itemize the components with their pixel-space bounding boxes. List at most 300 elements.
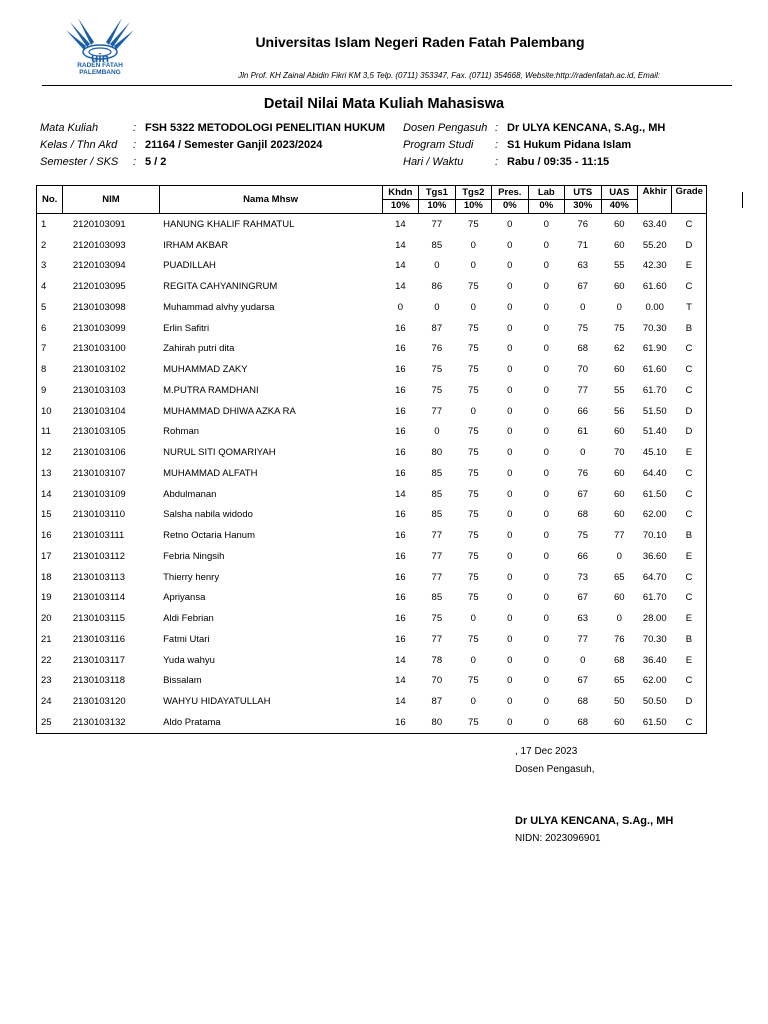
table-row	[37, 588, 707, 609]
cell-no: 18	[37, 567, 63, 588]
cell-nim: 2120103093	[72, 239, 126, 251]
cell-pres: 0	[507, 467, 513, 479]
dosen-label: Dosen Pengasuh	[403, 122, 488, 134]
cell-grade: D	[672, 235, 707, 256]
cell-uas: 56	[613, 405, 625, 417]
cell-akhir: 28.00	[642, 613, 667, 625]
cell-nim: 2130103132	[63, 712, 159, 733]
table-row	[37, 505, 707, 526]
table-row	[37, 525, 707, 546]
cell-uas: 60	[613, 509, 625, 521]
cell-akhir: 63.40	[642, 218, 667, 230]
cell-tgs2: 0	[470, 654, 476, 666]
cell-tgs2: 75	[468, 550, 479, 562]
table-row	[37, 380, 707, 401]
cell-no: 7	[37, 339, 63, 360]
cell-akhir: 61.50	[638, 712, 672, 733]
table-row	[37, 629, 707, 650]
cell-uts: 77	[577, 633, 589, 645]
cell-akhir: 61.50	[642, 488, 667, 500]
cell-grade: E	[672, 546, 707, 567]
cell-khdn: 14	[395, 239, 406, 251]
cell-tgs1: 85	[431, 488, 443, 500]
cell-uts: 66	[577, 405, 589, 417]
cell-khdn: 16	[395, 633, 406, 645]
grades-table-header	[37, 186, 707, 214]
cell-lab: 0	[543, 654, 549, 666]
table-row	[37, 297, 707, 318]
cell-name: Febria Ningsih	[163, 550, 225, 562]
cell-lab: 0	[543, 509, 549, 521]
table-row	[37, 401, 707, 422]
cell-uas: 0	[616, 613, 622, 625]
cell-akhir: 62.00	[642, 675, 667, 687]
cell-no: 12	[37, 442, 63, 463]
cell-name: PUADILLAH	[163, 260, 216, 272]
cell-uas: 0	[616, 550, 622, 562]
cell-pres: 0	[507, 592, 513, 604]
cell-grade: B	[672, 525, 707, 546]
cell-lab: 0	[543, 281, 549, 293]
cell-lab: 0	[543, 301, 549, 313]
university-name: Universitas Islam Negeri Raden Fatah Palembang	[255, 34, 585, 50]
cell-name: Bissalam	[163, 675, 202, 687]
cell-uas: 0	[616, 301, 622, 313]
cell-akhir: 51.40	[642, 426, 667, 438]
cell-pres: 0	[507, 239, 513, 251]
cell-tgs1: 85	[431, 509, 443, 521]
table-row	[37, 318, 707, 339]
cell-name: Abdulmanan	[163, 488, 217, 500]
cell-uts: 76	[577, 218, 589, 230]
cell-uas: 77	[613, 530, 625, 542]
cell-tgs1: 85	[431, 239, 443, 251]
cell-no: 23	[37, 671, 63, 692]
cell-akhir: 55.20	[642, 239, 667, 251]
cell-akhir: 61.90	[642, 343, 667, 355]
cell-tgs2: 75	[468, 218, 479, 230]
cell-pres: 0	[507, 550, 513, 562]
cell-no: 24	[37, 691, 63, 712]
cell-khdn: 16	[395, 592, 406, 604]
signature-role: Dosen Pengasuh,	[515, 764, 595, 775]
cell-pres: 0	[507, 488, 513, 500]
cell-lab: 0	[543, 488, 549, 500]
cell-grade: C	[672, 339, 707, 360]
cell-name: Thierry henry	[163, 571, 220, 583]
cell-tgs2: 0	[470, 301, 476, 313]
table-row	[37, 442, 707, 463]
cell-akhir: 70.30	[642, 633, 667, 645]
cell-uts: 75	[577, 322, 589, 334]
cell-tgs1: 77	[431, 550, 443, 562]
cell-grade: C	[672, 276, 707, 297]
semester-value: 5 / 2	[145, 156, 167, 168]
cell-tgs2: 0	[470, 696, 476, 708]
hari-label: Hari / Waktu	[403, 156, 464, 168]
cell-tgs1: 85	[431, 592, 443, 604]
cell-grade: T	[672, 297, 707, 318]
cell-akhir: 0.00	[645, 301, 664, 313]
cell-uts: 71	[577, 239, 589, 251]
cell-tgs2: 75	[468, 509, 479, 521]
university-logo	[64, 16, 136, 74]
cell-akhir: 64.40	[642, 467, 667, 479]
cell-uas: 60	[613, 364, 625, 376]
table-row	[37, 339, 707, 360]
cell-akhir: 70.30	[642, 322, 667, 334]
cell-tgs1: 75	[431, 613, 443, 625]
cell-khdn: 14	[395, 281, 406, 293]
cell-name: Aldo Pratama	[159, 712, 382, 733]
col-uas: UAS 40%	[601, 186, 637, 214]
kelas-label: Kelas / Thn Akd	[40, 139, 118, 151]
cell-tgs2: 75	[468, 281, 479, 293]
table-row	[37, 650, 707, 671]
cell-pres: 0	[507, 509, 513, 521]
signature-name: Dr ULYA KENCANA, S.Ag., MH	[515, 815, 674, 827]
table-row	[37, 671, 707, 692]
cell-akhir: 64.70	[642, 571, 667, 583]
cell-khdn: 16	[395, 405, 406, 417]
cell-akhir: 36.60	[642, 550, 667, 562]
cell-name: IRHAM AKBAR	[163, 239, 229, 251]
table-row	[37, 567, 707, 588]
cell-grade: C	[672, 567, 707, 588]
cell-khdn: 16	[395, 613, 406, 625]
cell-lab: 0	[543, 696, 549, 708]
cell-lab: 0	[543, 260, 549, 272]
cell-khdn: 16	[395, 530, 406, 542]
cell-tgs2: 75	[468, 343, 479, 355]
cell-uas: 50	[613, 696, 625, 708]
cell-name: MUHAMMAD DHIWA AZKA RA	[163, 405, 296, 417]
cell-tgs1: 0	[434, 260, 440, 272]
cell-grade: D	[672, 691, 707, 712]
cell-name: Zahirah putri dita	[163, 343, 235, 355]
cell-tgs1: 87	[431, 322, 443, 334]
header-divider	[42, 85, 732, 86]
cell-uas: 65	[613, 675, 625, 687]
cell-akhir: 42.30	[642, 260, 667, 272]
table-row	[37, 546, 707, 567]
cell-uas: 55	[613, 260, 625, 272]
cell-nim: 2130103113	[72, 571, 125, 583]
cell-akhir: 61.70	[642, 592, 667, 604]
cell-uas: 60	[613, 467, 625, 479]
cell-lab: 0	[543, 530, 549, 542]
signature-nidn: NIDN: 2023096901	[515, 833, 601, 844]
cell-nim: 2130103106	[72, 447, 126, 459]
cell-uts: 70	[577, 364, 589, 376]
cell-grade: D	[672, 422, 707, 443]
table-row	[37, 256, 707, 277]
info-dosen: Dosen Pengasuh : Dr ULYA KENCANA, S.Ag., MH	[403, 122, 666, 134]
cell-tgs2: 75	[468, 571, 479, 583]
cell-no: 4	[37, 276, 63, 297]
cell-lab: 0	[543, 322, 549, 334]
table-row	[37, 484, 707, 505]
cell-uts: 63	[577, 260, 589, 272]
col-pres: Pres. 0%	[492, 186, 528, 214]
cell-nim: 2120103091	[72, 218, 126, 230]
cell-tgs1: 0	[434, 426, 440, 438]
cell-khdn: 14	[395, 675, 406, 687]
cell-khdn: 14	[395, 260, 406, 272]
cell-lab: 0	[543, 613, 549, 625]
cell-no: 11	[37, 422, 63, 443]
cell-name: Muhammad alvhy yudarsa	[163, 301, 275, 313]
cell-tgs2: 0	[470, 260, 476, 272]
cell-no: 25	[37, 712, 63, 733]
cell-akhir: 62.00	[642, 509, 667, 521]
cell-lab: 0	[528, 712, 564, 733]
cell-uts: 0	[580, 447, 586, 459]
cell-uts: 68	[577, 509, 589, 521]
prodi-value: S1 Hukum Pidana Islam	[507, 139, 632, 151]
cell-grade: E	[672, 442, 707, 463]
cell-tgs2: 75	[468, 530, 479, 542]
grades-table-body	[37, 214, 707, 734]
cell-name: MUHAMMAD ZAKY	[163, 364, 248, 376]
cell-no: 17	[37, 546, 63, 567]
cell-uts: 61	[577, 426, 589, 438]
cell-tgs1: 87	[431, 696, 443, 708]
cell-khdn: 16	[395, 426, 406, 438]
cell-name: Fatmi Utari	[163, 633, 210, 645]
cell-grade: C	[672, 214, 707, 235]
cell-lab: 0	[543, 426, 549, 438]
cell-grade: B	[672, 629, 707, 650]
cell-name: NURUL SITI QOMARIYAH	[163, 447, 276, 459]
logo-emblem-icon	[64, 16, 136, 62]
cell-uas: 55	[613, 384, 625, 396]
cell-pres: 0	[507, 218, 513, 230]
cell-nim: 2130103103	[72, 384, 126, 396]
cell-lab: 0	[543, 467, 549, 479]
table-row	[37, 712, 707, 733]
info-kelas: Kelas / Thn Akd : 21164 / Semester Ganjil 2023/2024	[40, 139, 323, 151]
cell-grade: E	[672, 256, 707, 277]
cell-tgs2: 75	[468, 592, 479, 604]
cell-tgs1: 77	[431, 405, 443, 417]
col-lab: Lab 0%	[528, 186, 564, 214]
cell-uts: 67	[577, 488, 589, 500]
cell-nim: 2130103102	[72, 364, 126, 376]
cell-tgs2: 75	[468, 488, 479, 500]
cell-akhir: 36.40	[642, 654, 667, 666]
cell-name: Apriyansa	[163, 592, 206, 604]
cell-uts: 75	[577, 530, 589, 542]
cell-grade: C	[672, 463, 707, 484]
col-no: No.	[37, 186, 63, 214]
cell-pres: 0	[507, 447, 513, 459]
cell-name: HANUNG KHALIF RAHMATUL	[163, 218, 295, 230]
cell-nim: 2130103114	[72, 592, 125, 604]
cell-nim: 2130103099	[72, 322, 126, 334]
cell-grade: C	[672, 380, 707, 401]
cell-no: 2	[37, 235, 63, 256]
cell-pres: 0	[507, 405, 513, 417]
cell-uas: 75	[613, 322, 625, 334]
cell-nim: 2130103112	[72, 550, 125, 562]
cell-pres: 0	[492, 712, 528, 733]
cell-uas: 70	[613, 447, 625, 459]
cell-lab: 0	[543, 675, 549, 687]
prodi-label: Program Studi	[403, 139, 474, 151]
cell-nim: 2130103111	[72, 530, 125, 542]
dosen-value: Dr ULYA KENCANA, S.Ag., MH	[507, 122, 666, 134]
cell-pres: 0	[507, 530, 513, 542]
hari-value: Rabu / 09:35 - 11:15	[507, 156, 610, 168]
cell-tgs2: 75	[468, 675, 479, 687]
cell-tgs2: 0	[470, 613, 476, 625]
cell-lab: 0	[543, 239, 549, 251]
cell-akhir: 45.10	[642, 447, 667, 459]
cell-name: Yuda wahyu	[163, 654, 215, 666]
cell-grade: E	[672, 650, 707, 671]
kelas-value: 21164 / Semester Ganjil 2023/2024	[145, 139, 323, 151]
cell-no: 10	[37, 401, 63, 422]
cell-lab: 0	[543, 633, 549, 645]
cell-no: 13	[37, 463, 63, 484]
cell-no: 1	[37, 214, 63, 235]
cell-pres: 0	[507, 260, 513, 272]
cell-tgs1: 77	[431, 633, 443, 645]
cell-lab: 0	[543, 218, 549, 230]
cell-no: 6	[37, 318, 63, 339]
cell-lab: 0	[543, 550, 549, 562]
cell-uts: 67	[577, 675, 589, 687]
cell-khdn: 14	[395, 654, 406, 666]
cell-nim: 2130103098	[72, 301, 126, 313]
cell-name: Aldi Febrian	[163, 613, 214, 625]
cell-nim: 2130103120	[72, 696, 126, 708]
cell-tgs1: 86	[431, 281, 443, 293]
table-row	[37, 422, 707, 443]
cell-grade: B	[672, 318, 707, 339]
info-mata-kuliah: Mata Kuliah : FSH 5322 METODOLOGI PENELITIAN HUKUM	[40, 122, 385, 134]
cell-lab: 0	[543, 364, 549, 376]
cell-tgs2: 75	[468, 364, 479, 376]
cell-uts: 76	[577, 467, 589, 479]
cell-khdn: 16	[382, 712, 418, 733]
cell-khdn: 14	[395, 488, 406, 500]
cell-lab: 0	[543, 592, 549, 604]
cell-nim: 2130103109	[72, 488, 126, 500]
cell-pres: 0	[507, 613, 513, 625]
table-row	[37, 276, 707, 297]
cell-grade: C	[672, 712, 707, 733]
cell-lab: 0	[543, 571, 549, 583]
cell-tgs2: 0	[470, 405, 476, 417]
cell-nim: 2130103115	[72, 613, 125, 625]
cell-nim: 2130103100	[72, 343, 126, 355]
cell-pres: 0	[507, 384, 513, 396]
cell-uas: 65	[613, 571, 625, 583]
cell-khdn: 16	[395, 550, 406, 562]
cell-pres: 0	[507, 343, 513, 355]
cell-tgs1: 75	[431, 384, 443, 396]
cell-akhir: 61.60	[642, 364, 667, 376]
cell-uts: 77	[577, 384, 589, 396]
cell-no: 21	[37, 629, 63, 650]
cell-grade: E	[672, 608, 707, 629]
cell-pres: 0	[507, 364, 513, 376]
cell-tgs1: 76	[431, 343, 443, 355]
semester-label: Semester / SKS	[40, 156, 119, 168]
cell-nim: 2130103105	[72, 426, 126, 438]
cell-nim: 2130103118	[72, 675, 125, 687]
cell-uts: 73	[577, 571, 589, 583]
cell-name: Salsha nabila widodo	[163, 509, 253, 521]
cell-uts: 0	[580, 654, 586, 666]
cell-pres: 0	[507, 654, 513, 666]
logo-city: PALEMBANG	[79, 69, 121, 76]
col-nim: NIM	[63, 186, 159, 214]
cell-tgs1: 77	[431, 530, 443, 542]
cell-khdn: 14	[395, 696, 406, 708]
cell-tgs2: 75	[468, 322, 479, 334]
col-uts: UTS 30%	[565, 186, 601, 214]
cell-uts: 68	[577, 343, 589, 355]
cell-no: 3	[37, 256, 63, 277]
university-address: Jln Prof. KH Zainal Abidin Fikri KM 3,5 Telp. (0711) 353347, Fax. (0711) 354668, Website:http://radenfatah.ac.id, Email:	[238, 71, 660, 80]
cell-khdn: 16	[395, 447, 406, 459]
cell-tgs1: 85	[431, 467, 443, 479]
cell-name: MUHAMMAD ALFATH	[163, 467, 258, 479]
cell-name: Rohman	[163, 426, 200, 438]
cell-tgs1: 75	[431, 364, 443, 376]
cell-uts: 68	[577, 696, 589, 708]
cell-tgs2: 75	[468, 447, 479, 459]
cell-uas: 68	[613, 654, 625, 666]
cell-khdn: 14	[395, 218, 406, 230]
cell-khdn: 0	[397, 301, 403, 313]
cell-akhir: 51.50	[642, 405, 667, 417]
table-row	[37, 214, 707, 235]
mata-kuliah-value: FSH 5322 METODOLOGI PENELITIAN HUKUM	[145, 122, 385, 134]
cell-khdn: 16	[395, 343, 406, 355]
cell-akhir: 61.70	[642, 384, 667, 396]
cell-no: 9	[37, 380, 63, 401]
cell-khdn: 16	[395, 571, 406, 583]
cell-khdn: 16	[395, 509, 406, 521]
cell-no: 16	[37, 525, 63, 546]
col-akhir: Akhir	[638, 186, 672, 214]
cell-tgs1: 78	[431, 654, 443, 666]
cell-lab: 0	[543, 343, 549, 355]
cell-tgs1: 77	[431, 571, 443, 583]
cell-uas: 60	[613, 281, 625, 293]
table-row	[37, 235, 707, 256]
cell-lab: 0	[543, 405, 549, 417]
cell-uts: 67	[577, 592, 589, 604]
cell-tgs2: 75	[468, 384, 479, 396]
cell-akhir: 70.10	[642, 530, 667, 542]
cell-tgs1: 70	[431, 675, 443, 687]
svg-text:uin: uin	[91, 51, 109, 62]
cell-akhir: 50.50	[642, 696, 667, 708]
info-semester: Semester / SKS : 5 / 2	[40, 156, 167, 168]
cell-pres: 0	[507, 633, 513, 645]
table-row	[37, 463, 707, 484]
cell-uas: 60	[613, 592, 625, 604]
cell-uas: 62	[613, 343, 625, 355]
cell-pres: 0	[507, 322, 513, 334]
cell-uas: 60	[613, 218, 625, 230]
cell-grade: C	[672, 484, 707, 505]
